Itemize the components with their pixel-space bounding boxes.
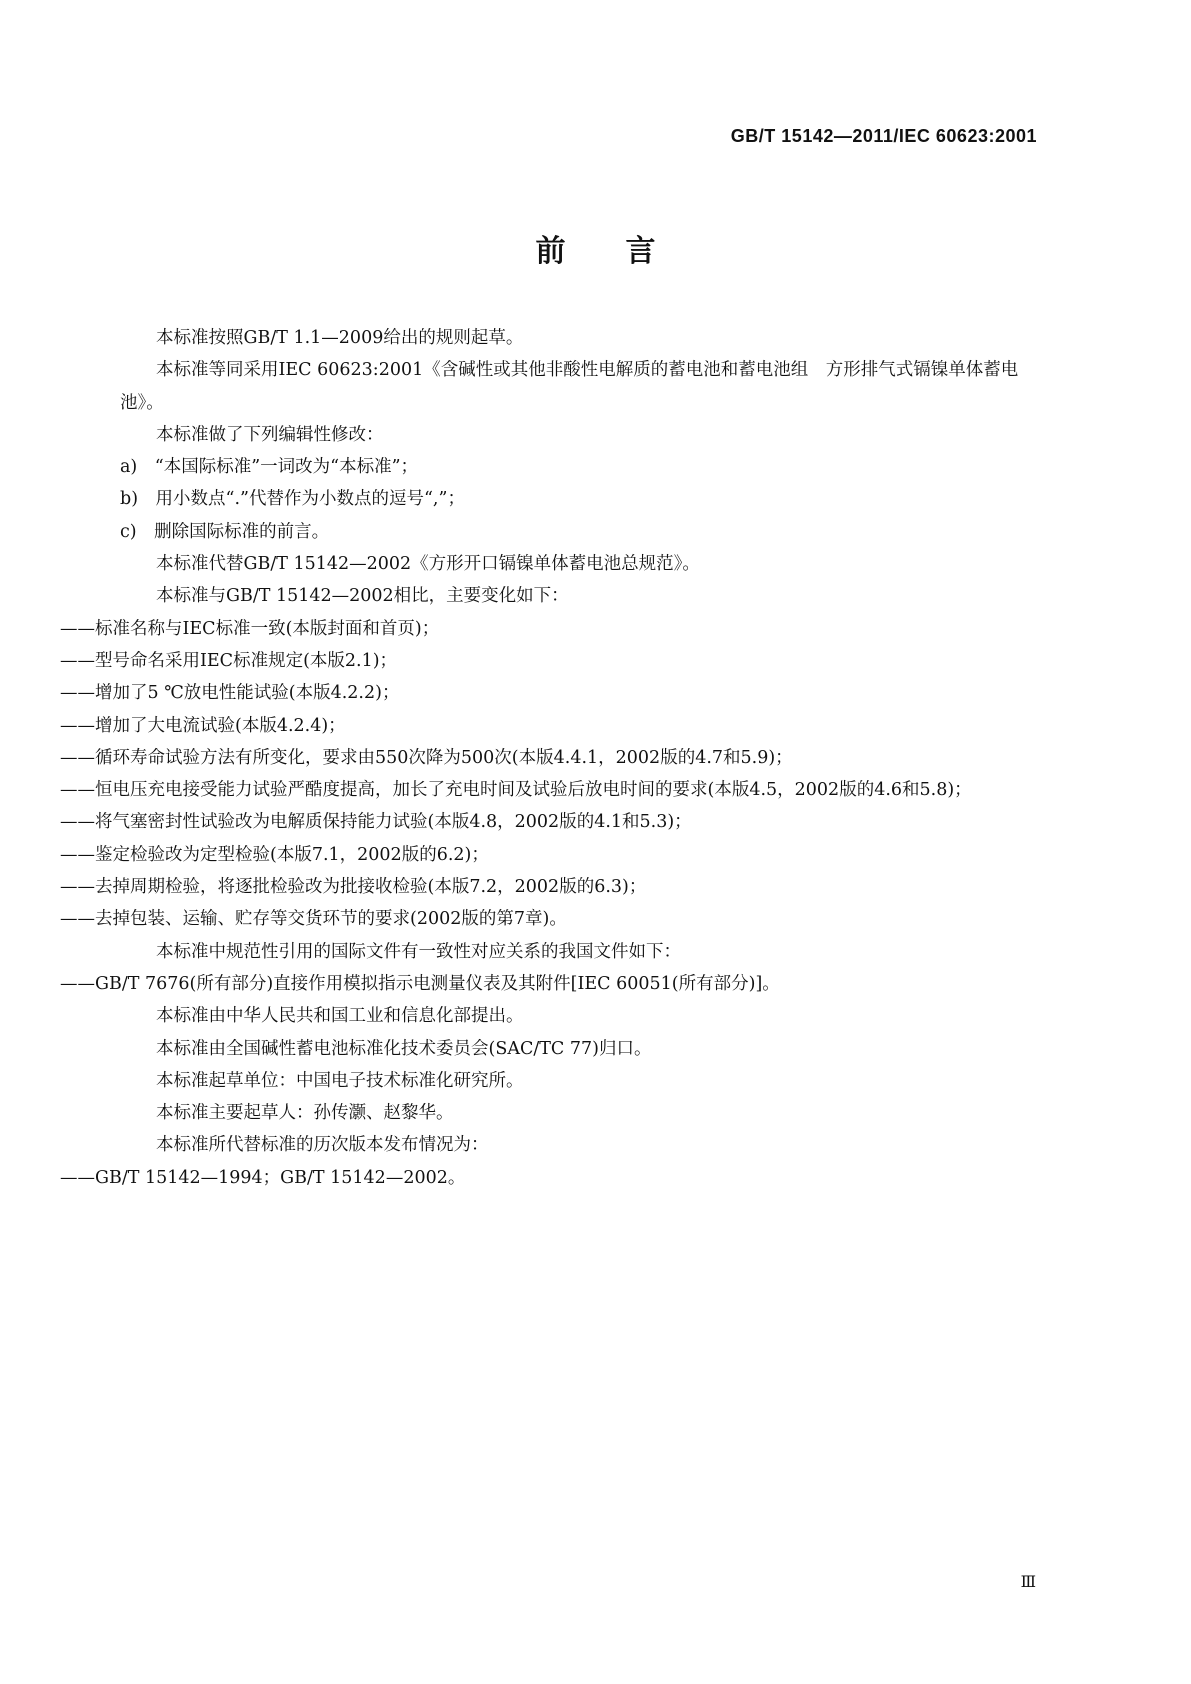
- paragraph-managed-by: 本标准由全国碱性蓄电池标准化技术委员会(SAC/TC 77)归口。: [156, 1038, 652, 1059]
- list-item-c: c) 删除国际标准的前言。: [120, 521, 330, 542]
- standard-number-header: GB/T 15142—2011/IEC 60623:2001: [730, 126, 1037, 146]
- list-item-b: b) 用小数点“.”代替作为小数点的逗号“,”；: [120, 489, 465, 510]
- reference-item: ——GB/T 7676(所有部分)直接作用模拟指示电测量仪表及其附件[IEC 60051(所有部分)]。: [60, 973, 780, 994]
- change-item: ——去掉周期检验，将逐批检验改为批接收检验(本版7.2，2002版的6.3)；: [60, 877, 647, 898]
- paragraph-normative-references: 本标准中规范性引用的国际文件有一致性对应关系的我国文件如下：: [156, 941, 681, 962]
- change-item: ——循环寿命试验方法有所变化，要求由550次降为500次(本版4.4.1，2002版的4.7和5.9)；: [60, 747, 793, 768]
- paragraph-editorial-changes: 本标准做了下列编辑性修改：: [156, 424, 384, 445]
- paragraph-replaces: 本标准代替GB/T 15142—2002《方形开口镉镍单体蓄电池总规范》。: [156, 554, 700, 575]
- change-item: ——增加了大电流试验(本版4.2.4)；: [60, 715, 346, 736]
- change-item: ——恒电压充电接受能力试验严酷度提高，加长了充电时间及试验后放电时间的要求(本版4.5，2002版的4.6和5.8)；: [60, 780, 972, 801]
- paragraph-drafting-unit: 本标准起草单位：中国电子技术标准化研究所。: [156, 1070, 524, 1091]
- change-item: ——将气塞密封性试验改为电解质保持能力试验(本版4.8，2002版的4.1和5.3)；: [60, 812, 692, 833]
- paragraph-version-history: 本标准所代替标准的历次版本发布情况为：: [156, 1135, 489, 1156]
- paragraph-proposed-by: 本标准由中华人民共和国工业和信息化部提出。: [156, 1006, 524, 1027]
- paragraph-drafters: 本标准主要起草人：孙传灏、赵黎华。: [156, 1103, 454, 1124]
- page-number: Ⅲ: [1020, 1572, 1035, 1591]
- document-body: [60, 322, 1060, 1194]
- list-item-a: a) “本国际标准”一词改为“本标准”；: [120, 457, 419, 478]
- paragraph-main-changes: 本标准与GB/T 15142—2002相比，主要变化如下：: [156, 586, 569, 607]
- page-title: 前言: [535, 234, 716, 269]
- history-item: ——GB/T 15142—1994；GB/T 15142—2002。: [60, 1167, 466, 1188]
- change-item: ——去掉包装、运输、贮存等交货环节的要求(2002版的第7章)。: [60, 909, 567, 930]
- change-item: ——鉴定检验改为定型检验(本版7.1，2002版的6.2)；: [60, 844, 489, 865]
- change-item: ——型号命名采用IEC标准规定(本版2.1)；: [60, 650, 398, 671]
- paragraph-equivalent-adoption: 本标准等同采用IEC 60623:2001《含碱性或其他非酸性电解质的蓄电池和蓄电池组 方形排气式镉镍单体蓄电池》。: [120, 360, 1019, 413]
- change-item: ——标准名称与IEC标准一致(本版封面和首页)；: [60, 618, 440, 639]
- paragraph-drafting-rules: 本标准按照GB/T 1.1—2009给出的规则起草。: [156, 328, 524, 348]
- change-item: ——增加了5 ℃放电性能试验(本版4.2.2)；: [60, 683, 400, 704]
